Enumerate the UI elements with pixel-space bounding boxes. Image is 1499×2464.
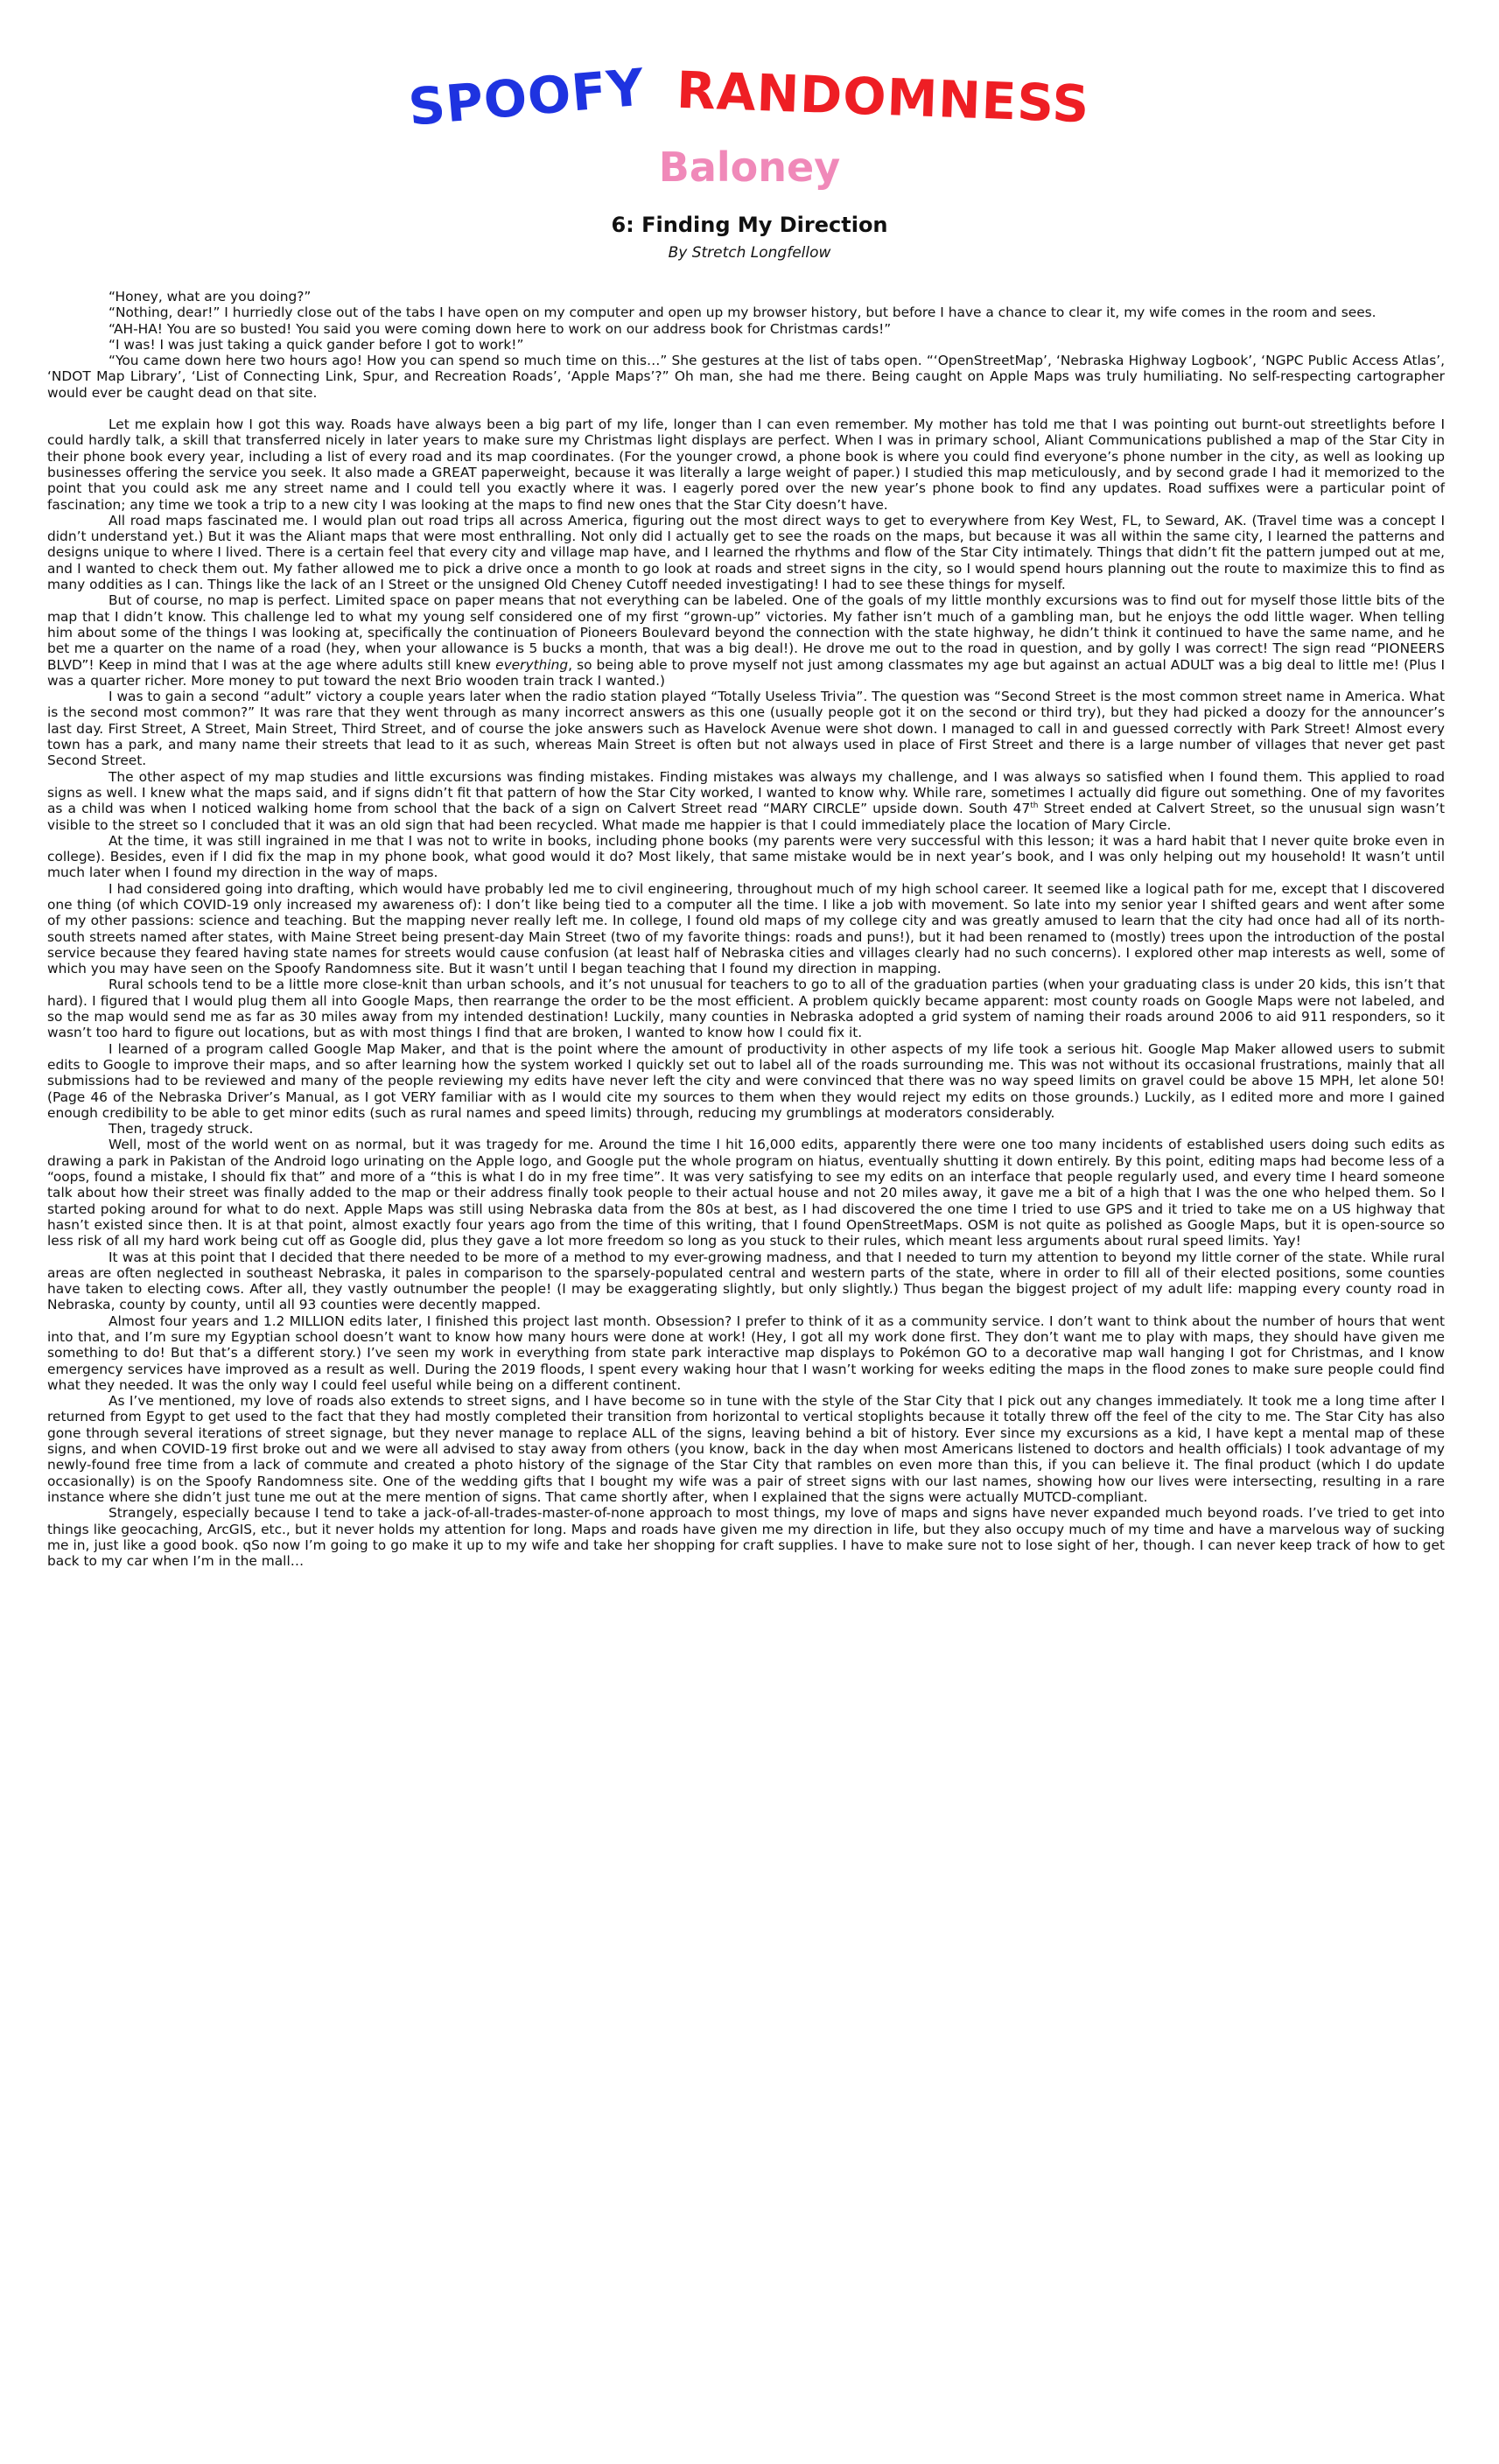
paragraph: I was to gain a second “adult” victory a couple years later when the radio station played “Totally Useless Trivia”. The question was “Second Street is the most common street name in America. What is the second most common?” It was rare that they went through as many incorrect answers as this one (usually people got it on the second or third try), but they had picked a doozy for the announcer’s last day. First Street, A Street, Main Street, Third Street, and of course the joke answers such as Havelock Avenue were shot down. I managed to call in and guessed correctly with Park Street! Almost every town has a park, and many name their streets that lead to it as such, whereas Main Street is often but not always used in place of First Street and there is a large number of villages that never get past Second Street. [47, 689, 1445, 769]
paragraph: “I was! I was just taking a quick gander before I got to work!” [109, 336, 524, 353]
paragraph: “Honey, what are you doing?” [109, 289, 312, 304]
paragraph: Almost four years and 1.2 MILLION edits later, I finished this project last month. Obsession? I prefer to think of it as a community service. I don’t want to think about the number of hours that went into that, and I’m sure my Egyptian school doesn’t want to know how many hours were done at work! (Hey, I got all my work done first. They don’t want me to play with maps, they should have given me something to do! But that’s a different story.) I’ve seen my work in everything from state park interactive map displays to Pokémon GO to a decorative map wall hanging I got for Christmas, and I know emergency services have improved as a result as well. During the 2019 floods, I spent every waking hour that I wasn’t working for weeks editing the maps in the flood zones to make sure people could find what they needed. It was the only way I could feel useful while being on a different continent. [47, 1312, 1445, 1393]
chapter-heading [0, 213, 1499, 242]
paragraph-text: But of course, no map is perfect. Limited space on paper means that not everything can be labeled. One of the goals of my little monthly excursions was to find out for myself those little bits of the map that I didn’t know. This challenge led to what my young self considered one of my first “grown-up” victories. My father isn’t much of a gambling man, but he enjoys the odd little wager. When telling him about some of the things I was looking at, specifically the continuation of Pioneers Boulevard beyond the connection with the state highway, he didn’t think it continued to have the same name, and he bet me a quarter on the name of a road (hey, when your allowance is 5 bucks a month, that was a big deal!). He drove me out to the road in question, and by golly I was correct! The sign read “PIONEERS BLVD”! Keep in mind that I was at the age where adults still knew [47, 592, 1445, 673]
paragraph: Rural schools tend to be a little more close-knit than urban schools, and it’s not unusual for teachers to go to all of the graduation parties (when your graduating class is under 20 kids, this isn’t that hard). I figured that I would plug them all into Google Maps, then rearrange the order to be the most efficient. A problem quickly became apparent: most county roads on Google Maps were not labeled, and so the map would send me as far as 30 miles away from my intended destination! Luckily, many counties in Nebraska adopted a grid system of naming their roads around 2006 to aid 911 responders, so it wasn’t too hard to figure out locations, but as with most things I find that are broken, I wanted to know how I could fix it. [47, 976, 1445, 1041]
byline-text: By Stretch Longfellow [668, 244, 831, 262]
subtitle-baloney: Baloney [658, 144, 841, 191]
paragraph-text: The other aspect of my map studies and little excursions was finding mistakes. Finding mistakes was always my challenge, and I was always so satisfied when I found them. This applied to road signs as well. I knew what the maps said, and if signs didn’t fit that pattern of how the Star City worked, I wanted to know why. While rare, sometimes I actually did figure out something. One of my favorites as a child was when I noticed walking home from school that the back of a sign on Calvert Street read “MARY CIRCLE” upside down. South 47 [47, 768, 1445, 817]
paragraph: Well, most of the world went on as normal, but it was tragedy for me. Around the time I hit 16,000 edits, apparently there were one too many incidents of established users doing such edits as drawing a park in Pakistan of the Android logo urinating on the Apple logo, and Google put the whole program on hiatus, eventually shutting it down entirely. By this point, editing maps had become less of a “oops, found a mistake, I should fix that” and more of a “this is what I do in my free time”. It was very satisfying to see my edits on an interface that people regularly used, and every time I heard someone talk about how their street was finally added to the map or their address finally took people to their actual house and not 20 miles away, it gave me a bit of a high that I was the one who helped them. So I started poking around for what to do next. Apple Maps was still using Nebraska data from the 80s at best, as I had discovered the one time I tried to use GPS and it tried to take me on a US highway that hasn’t existed since then. It is at that point, almost exactly four years ago from the time of this writing, that I found OpenStreetMaps. OSM is not quite as polished as Google Maps, but it is open-source so less risk of all my hard work being cut off as Google did, plus they gave a lot more freedom so long as you stuck to their rules, which meant less arguments about rural speed limits. Yay! [47, 1137, 1445, 1250]
paragraph: As I’ve mentioned, my love of roads also extends to street signs, and I have become so in tune with the style of the Star City that I pick out any changes immediately. It took me a long time after I returned from Egypt to get used to the fact that they had mostly completed their transition from horizontal to vertical stoplights because it totally threw off the feel of the city to me. The Star City has also gone through several iterations of street signage, but they never manage to replace ALL of the signs, leaving behind a bit of history. Ever since my excursions as a kid, I have kept a mental map of these signs, and when COVID-19 first broke out and we were all advised to stay away from others (you know, back in the day when most Americans listened to doctors and health officials) I took advantage of my newly-found free time from a lack of commute and created a photo history of the signage of the Star City that rambles on even more than this, if you can believe it. The final product (which I do update occasionally) is on the Spoofy Randomness site. One of the wedding gifts that I bought my wife was a pair of street signs with our last names, showing how our lives were intersecting, resulting in a rare instance where she didn’t just tune me out at the mere mention of signs. That came shortly after, when I explained that the signs were actually MUTCD-compliant. [47, 1393, 1445, 1505]
paragraph: Let me explain how I got this way. Roads have always been a big part of my life, longer than I can even remember. My mother has told me that I was pointing out burnt-out streetlights before I could hardly talk, a skill that transferred nicely in later years to make sure my Christmas light displays are perfect. When I was in primary school, Aliant Communications published a map of the Star City in their phone book every year, including a list of every road and its map coordinates. (For the younger crowd, a phone book is where you could find everyone’s phone number in the city, as well as looking up businesses offering the service you seek. It also made a GREAT paperweight, because it was literally a large weight of paper.) I studied this map meticulously, and by second grade I had it memorized to the point that you could ask me any street name and I could tell you exactly where it was. I eagerly pored over the new year’s phone book to find any updates. Road suffixes were a particular point of fascination; any time we took a trip to a new city I was looking at the maps to find new ones that the Star City doesn’t have. [47, 416, 1445, 513]
paragraph [47, 769, 1445, 833]
story-body [47, 289, 1445, 1569]
paragraph: Then, tragedy struck. [109, 1121, 254, 1138]
author-byline [0, 244, 1499, 265]
paragraph [47, 592, 1445, 689]
paragraph: “Nothing, dear!” I hurriedly close out of the tabs I have open on my computer and open up my browser history, but before I have a chance to clear it, my wife comes in the room and sees. [109, 304, 1376, 321]
paragraph: “AH-HA! You are so busted! You said you were coming down here to work on our address book for Christmas cards!” [109, 320, 892, 337]
paragraph: I learned of a program called Google Map Maker, and that is the point where the amount of productivity in other aspects of my life took a serious hit. Google Map Maker allowed users to submit edits to Google to improve their maps, and so after learning how the system worked I quickly set out to label all of the roads surrounding me. This was not without its occasional frustrations, mainly that all submissions had to be reviewed and many of the people reviewing my edits have never left the city and were convinced that there was no way speed limits on gravel could be above 15 MPH, let alone 50! (Page 46 of the Nebraska Driver’s Manual, as I got VERY familiar with as I would cite my sources to them when they would reject my edits on those grounds.) Luckily, as I edited more and more I gained enough credibility to be able to get minor edits (such as rural names and speed limits) through, reducing my grumblings at moderators considerably. [47, 1040, 1445, 1121]
paragraph-text: Street ended at Calvert Street, so the unusual sign wasn’t visible to the street so I concluded that it was an old sign that had been recycled. What made me happier is that I could immediately place the location of Mary Circle. [47, 801, 1445, 833]
ordinal-suffix: th [1030, 802, 1039, 811]
section-subtitle [0, 144, 1499, 203]
paragraph: All road maps fascinated me. I would plan out road trips all across America, figuring out the most direct ways to get to everywhere from Key West, FL, to Seward, AK. (Travel time was a concept I didn’t understand yet.) But it was the Aliant maps that were most enthralling. Not only did I actually get to see the roads on the maps, but because it was all within the same city, I learned the patterns and designs unique to where I lived. There is a certain feel that every city and village map have, and I learned the rhythms and flow of the Star City intimately. Things that didn’t fit the pattern jumped out at me, and I wanted to check them out. My father allowed me to pick a drive once a month to go look at roads and street signs in the city, so I would spend hours planning out the route to maximize this to find as many oddities as I can. Things like the lack of an I Street or the unsigned Old Cheney Cutoff needed investigating! I had to see these things for myself. [47, 512, 1445, 593]
logo-word-randomness: RANDOMNESS [675, 60, 1090, 135]
paragraph: At the time, it was still ingrained in me that I was not to write in books, including phone books (my parents were very successful with this lesson; it was a hard habit that I never quite broke even in college). Besides, even if I did fix the map in my phone book, what good would it do? Most likely, that same mistake would be in next year’s book, and I was only helping out my household! It wasn’t until much later when I found my direction in the way of maps. [47, 832, 1445, 881]
chapter-title: 6: Finding My Direction [611, 213, 888, 237]
paragraph: Strangely, especially because I tend to take a jack-of-all-trades-master-of-none approach to most things, my love of maps and signs have never expanded much beyond roads. I’ve tried to get into things like geocaching, ArcGIS, etc., but it never holds my attention for long. Maps and roads have given me my direction in life, but they also occupy much of my time and have a marvelous way of sucking me in, just like a good book. qSo now I’m going to go make it up to my wife and take her shopping for craft supplies. I have to make sure not to lose sight of her, though. I can never keep track of how to get back to my car when I’m in the mall… [47, 1505, 1445, 1570]
paragraph: It was at this point that I decided that there needed to be more of a method to my ever-growing madness, and that I needed to turn my attention to beyond my little corner of the state. While rural areas are often neglected in southeast Nebraska, it pales in comparison to the sparsely-populated central and western parts of the state, where in order to fill all of their elected positions, some counties have taken to electing cows. After all, they vastly outnumber the people! (I may be exaggerating slightly, but only slightly.) Thus began the biggest project of my adult life: mapping every county road in Nebraska, county by county, until all 93 counties were decently mapped. [47, 1249, 1445, 1313]
site-logo [0, 57, 1499, 150]
paragraph: I had considered going into drafting, which would have probably led me to civil engineering, throughout much of my high school career. It seemed like a logical path for me, except that I discovered one thing (of which COVID-19 only increased my awareness of): I don’t like being tied to a computer all the time. I like a job with movement. So late into my senior year I shifted gears and went after some of my other passions: science and teaching. But the mapping never really left me. In college, I found old maps of my college city and was greatly amused to learn that the city had once had all of its north-south streets named after states, with Maine Street being present-day Main Street (two of my favorite things: roads and puns!), but it had been renamed to (mostly) trees upon the introduction of the postal service because they feared having state names for streets would cause confusion (at least half of Nebraska cities and villages clearly had no such concerns). I explored other map interests as well, some of which you may have seen on the Spoofy Randomness site. But it wasn’t until I began teaching that I found my direction in mapping. [47, 880, 1445, 977]
paragraph-text: , so being able to prove myself not just among classmates my age but against an actual ADULT was a big deal to little me! (Plus I was a quarter richer. More money to put toward the next Brio wooden train track I wanted.) [47, 656, 1445, 689]
emphasis-text: everything [495, 656, 569, 673]
logo-word-spoofy: SPOOFY [406, 57, 648, 137]
paragraph: “You came down here two hours ago! How you can spend so much time on this…” She gestures at the list of tabs open. “‘OpenStreetMap’, ‘Nebraska Highway Logbook’, ‘NGPC Public Access Atlas’, ‘NDOT Map Library’, ‘List of Connecting Link, Spur, and Recreation Roads’, ‘Apple Maps’?” Oh man, she had me there. Being caught on Apple Maps was truly humiliating. No self-respecting cartographer would ever be caught dead on that site. [47, 353, 1445, 401]
